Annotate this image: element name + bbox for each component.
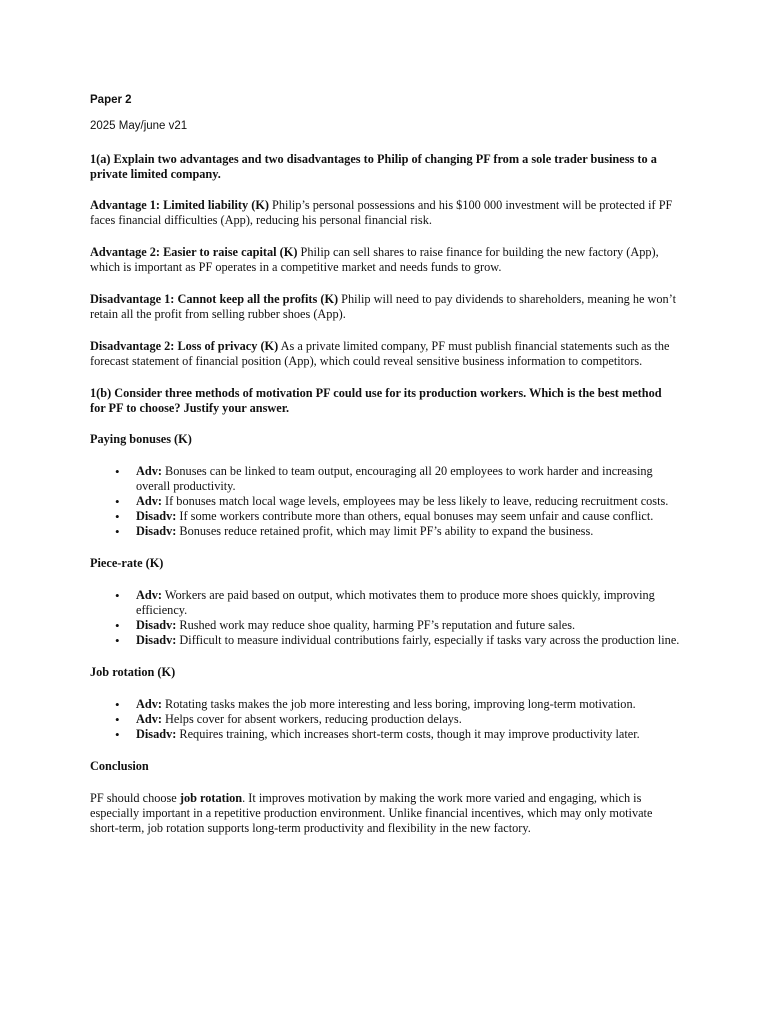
bullet-text: If bonuses match local wage levels, employees may be less likely to leave, reducing recruitment costs. <box>161 494 669 508</box>
disadvantage-1 <box>90 292 680 322</box>
conclusion-heading: Conclusion <box>90 759 149 773</box>
bullet-text: Rushed work may reduce shoe quality, harming PF’s reputation and future sales. <box>176 618 576 632</box>
list-item <box>136 618 680 633</box>
bullet-text: Bonuses reduce retained profit, which may limit PF’s ability to expand the business. <box>176 524 594 538</box>
advantage-1-label: Advantage 1: Limited liability (K) <box>90 198 269 212</box>
advantage-1 <box>90 198 680 228</box>
bullet-text: Requires training, which increases short-term costs, though it may improve productivity later. <box>176 727 640 741</box>
bullet-text: If some workers contribute more than others, equal bonuses may seem unfair and cause conflict. <box>176 509 654 523</box>
bullet-label: Disadv: <box>136 509 177 523</box>
bullet-label: Adv: <box>136 464 162 478</box>
bullet-text: Bonuses can be linked to team output, encouraging all 20 employees to work harder and increasing overall productivity. <box>136 464 653 493</box>
list-item <box>136 509 680 524</box>
disadvantage-2-label: Disadvantage 2: Loss of privacy (K) <box>90 339 279 353</box>
list-item <box>136 633 680 648</box>
list-item <box>136 697 680 712</box>
bullet-list-job-rotation <box>90 697 680 742</box>
disadvantage-2 <box>90 339 680 369</box>
bullet-label: Disadv: <box>136 727 177 741</box>
bullet-label: Adv: <box>136 697 162 711</box>
bullet-label: Disadv: <box>136 524 177 538</box>
advantage-2 <box>90 245 680 275</box>
question-1a: 1(a) Explain two advantages and two disadvantages to Philip of changing PF from a sole trader business to a private limited company. <box>90 152 657 181</box>
conclusion-emphasis: job rotation <box>179 791 243 805</box>
bullet-text: Difficult to measure individual contributions fairly, especially if tasks vary across the production line. <box>176 633 680 647</box>
bullet-text: Workers are paid based on output, which motivates them to produce more shoes quickly, improving efficiency. <box>136 588 655 617</box>
advantage-2-text: Philip can sell shares to raise finance for building the new factory (App), which is important as PF operates in a competitive market and needs funds to grow. <box>90 245 659 274</box>
bullet-list-piece-rate <box>90 588 680 648</box>
conclusion-text-start: PF should choose <box>90 791 180 805</box>
section-heading-job-rotation: Job rotation (K) <box>90 665 176 679</box>
bullet-label: Disadv: <box>136 618 177 632</box>
conclusion-text-end: . It improves motivation by making the work more varied and engaging, which is especially important in a repetitive production environment. Unlike financial incentives, which may only motivate short-term, job rotation supports long-term productivity and flexibility in the new factory. <box>90 791 653 835</box>
disadvantage-2-text: As a private limited company, PF must publish financial statements such as the forecast statement of financial position (App), which could reveal sensitive business information to competitors. <box>90 339 670 368</box>
list-item <box>136 464 680 494</box>
disadvantage-1-text: Philip will need to pay dividends to shareholders, meaning he won’t retain all the profit from selling rubber shoes (App). <box>90 292 676 321</box>
bullet-text: Rotating tasks makes the job more interesting and less boring, improving long-term motivation. <box>161 697 636 711</box>
list-item <box>136 727 680 742</box>
question-1b: 1(b) Consider three methods of motivation PF could use for its production workers. Which is the best method for PF to choose? Justify your answer. <box>90 386 662 415</box>
conclusion-paragraph <box>90 791 680 836</box>
advantage-1-text: Philip’s personal possessions and his $100 000 investment will be protected if PF faces financial difficulties (App), reducing his personal financial risk. <box>90 198 673 227</box>
bullet-label: Disadv: <box>136 633 177 647</box>
bullet-label: Adv: <box>136 712 162 726</box>
list-item <box>136 588 680 618</box>
section-heading-piece-rate: Piece-rate (K) <box>90 556 164 570</box>
bullet-text: Helps cover for absent workers, reducing production delays. <box>161 712 462 726</box>
bullet-list-bonuses <box>90 464 680 539</box>
paper-title: Paper 2 <box>90 94 132 106</box>
bullet-label: Adv: <box>136 494 162 508</box>
list-item <box>136 494 680 509</box>
bullet-label: Adv: <box>136 588 162 602</box>
paper-subtitle: 2025 May/june v21 <box>90 120 188 132</box>
list-item <box>136 524 680 539</box>
disadvantage-1-label: Disadvantage 1: Cannot keep all the profits (K) <box>90 292 339 306</box>
section-heading-bonuses: Paying bonuses (K) <box>90 432 192 446</box>
list-item <box>136 712 680 727</box>
advantage-2-label: Advantage 2: Easier to raise capital (K) <box>90 245 298 259</box>
document-page <box>90 94 680 853</box>
